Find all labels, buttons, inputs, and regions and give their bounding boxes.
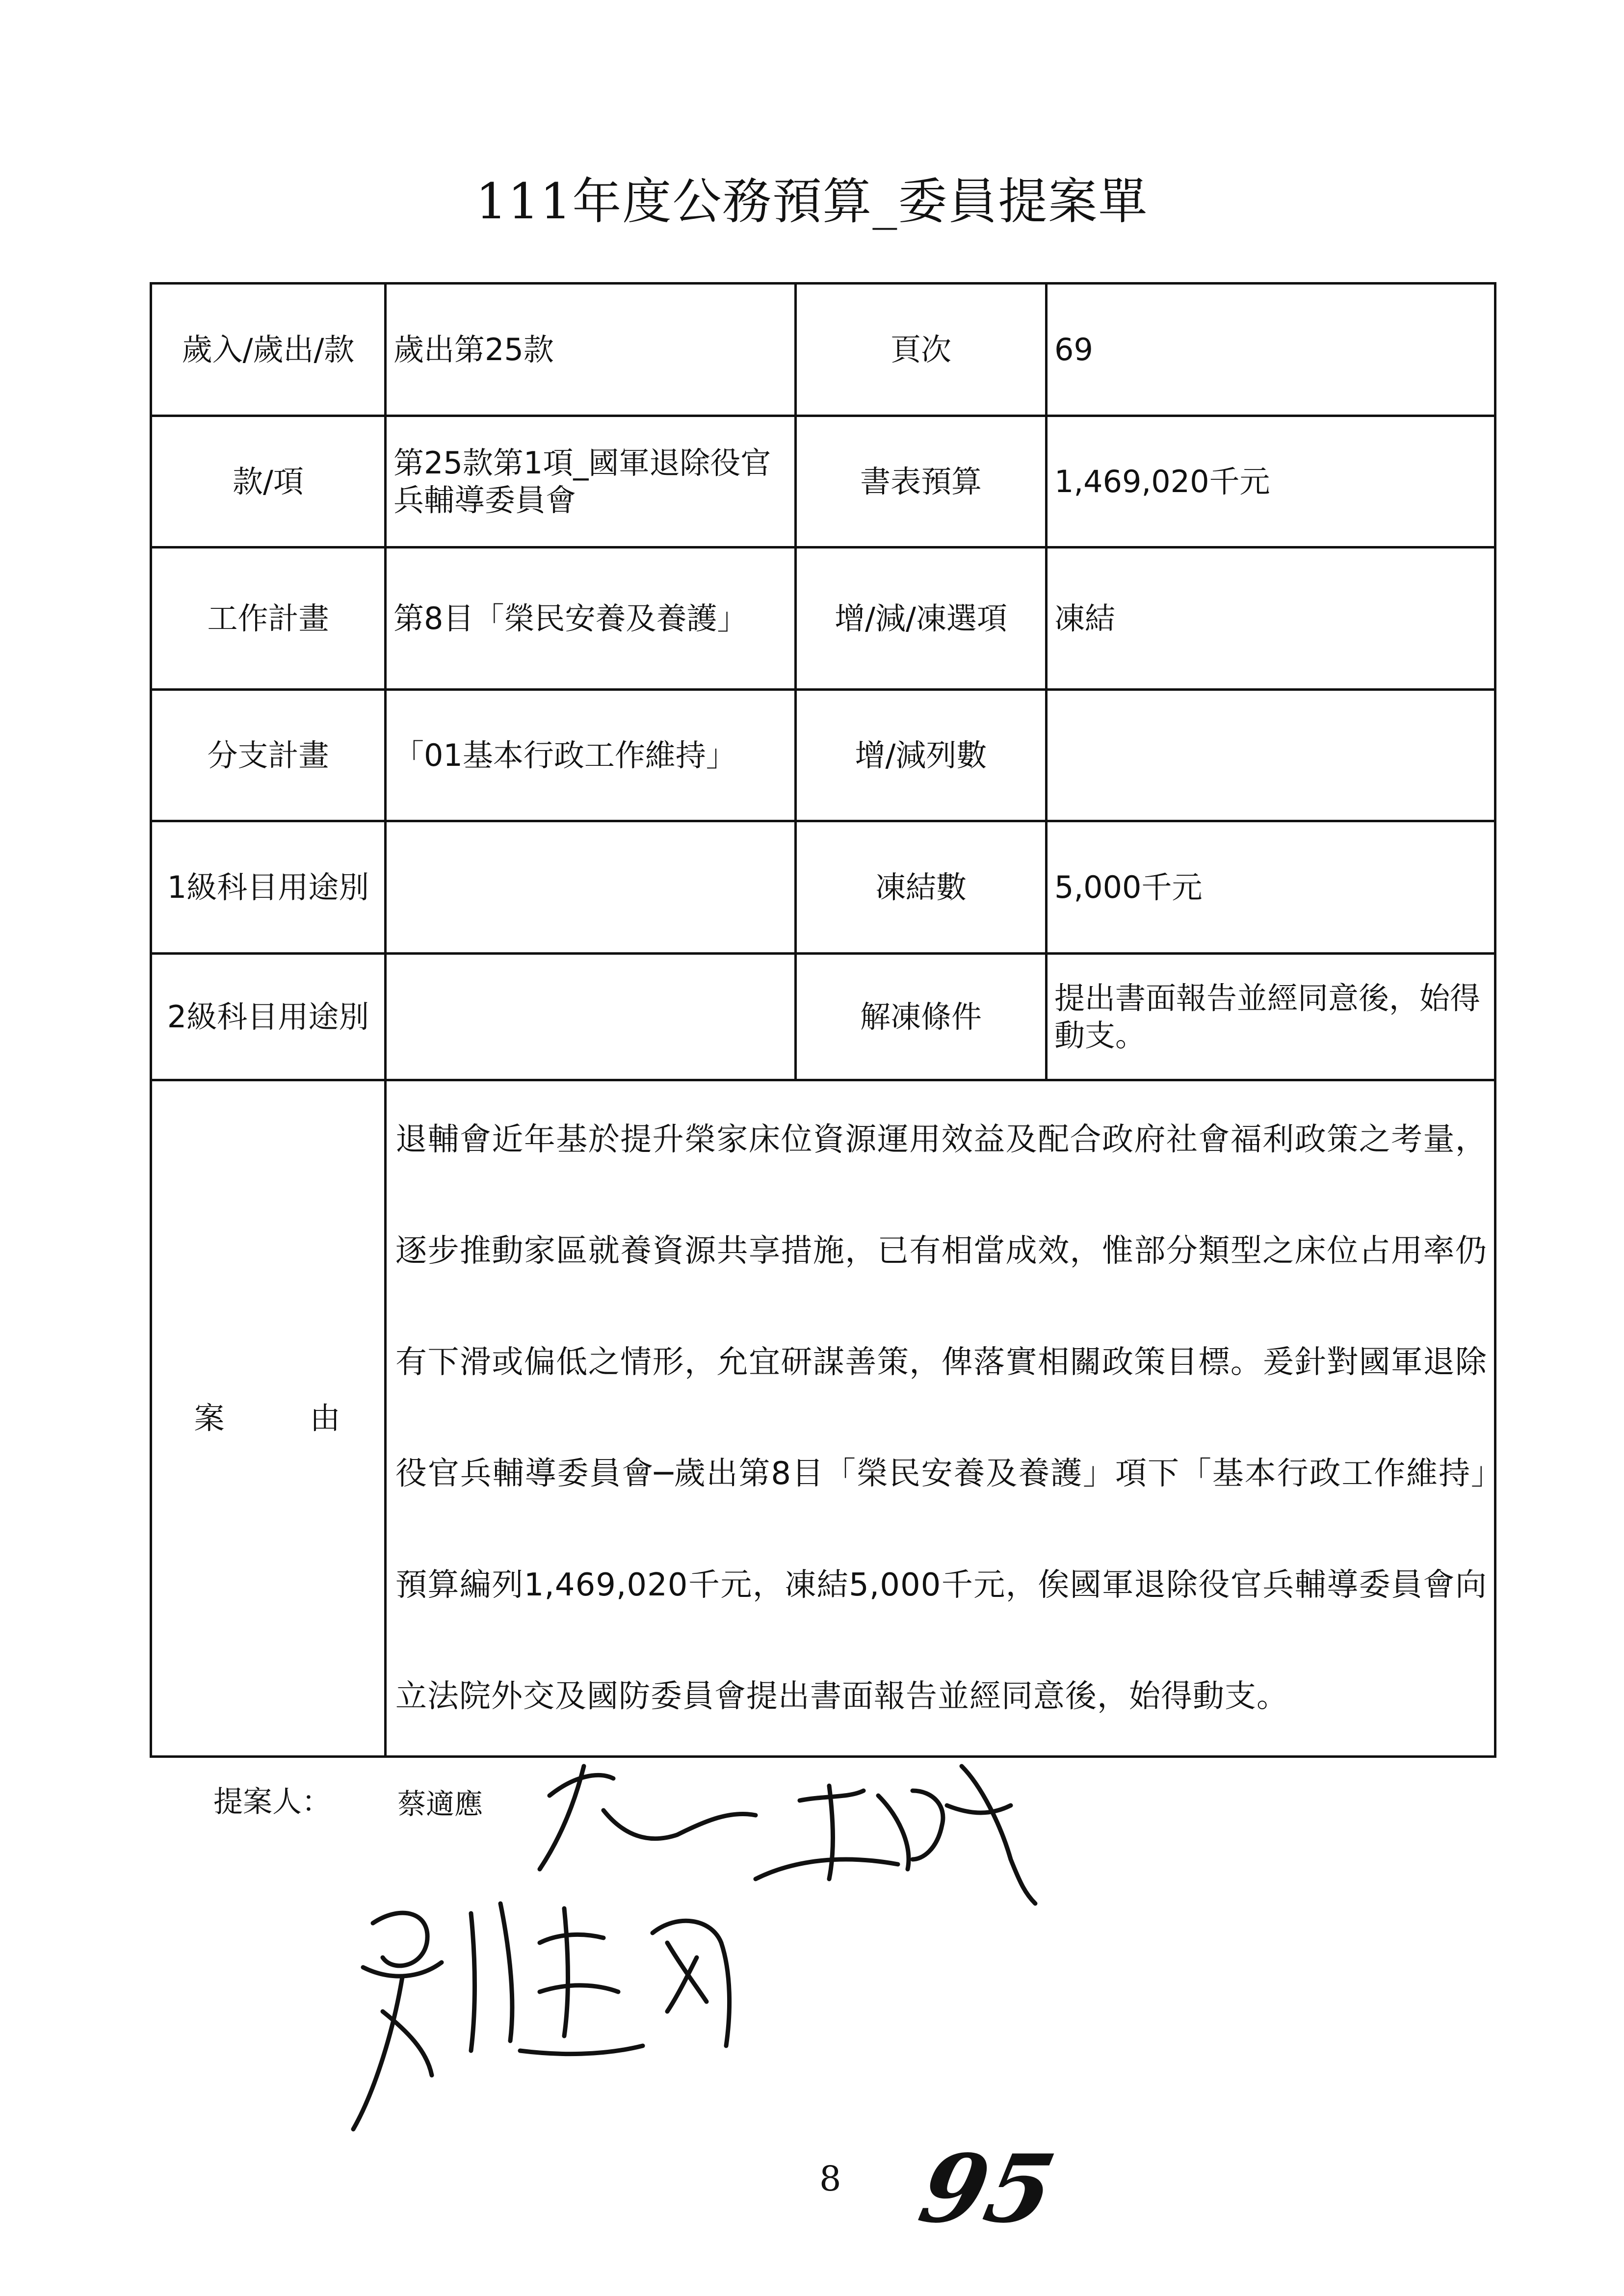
signature-stroke (756, 1859, 898, 1879)
reason-text: 退輔會近年基於提升榮家床位資源運用效益及配合政府社會福利政策之考量，逐步推動家區就養資源共享措施，已有相當成效，惟部分類型之床位占用率仍有下滑或偏低之情形，允宜研謀善策，俾落實相關政策目標。爰針對國軍退除役官兵輔導委員會─歲出第8目「榮民安養及養護」項下「基本行政工作維持」預算編列1,469,020千元，凍結5,000千元，俟國軍退除役官兵輔導委員會向立法院外交及國防委員會提出書面報告並經同意後，始得動支。 (395, 1122, 1487, 1715)
signature-stroke (564, 1908, 568, 2036)
signature-stroke (540, 1934, 603, 1943)
label-work-plan: 工作計畫 (151, 548, 386, 690)
value-adjust-option: 凍結 (1047, 548, 1495, 690)
signature-stroke (653, 1921, 730, 2046)
label-unfreeze-condition: 解凍條件 (796, 954, 1047, 1080)
value-statement-budget: 1,469,020千元 (1047, 416, 1495, 548)
label-reason-right: 由 (310, 1400, 342, 1436)
proposer-label: 提案人： (213, 1785, 331, 1819)
label-branch-plan: 分支計畫 (151, 690, 386, 821)
value-branch-plan: 「01基本行政工作維持」 (386, 690, 796, 821)
signature-stroke (540, 1985, 618, 1992)
signature-stroke (373, 1913, 427, 1966)
signature-stroke (471, 1913, 475, 2051)
value-page: 69 (1047, 284, 1495, 416)
label-frozen-amount: 凍結數 (796, 821, 1047, 954)
label-level2-subject: 2級科目用途別 (151, 954, 386, 1080)
signature-stroke (353, 1977, 402, 2129)
label-statement-budget: 書表預算 (796, 416, 1047, 548)
value-frozen-amount: 5,000千元 (1047, 821, 1495, 954)
signature-stroke (878, 1796, 909, 1869)
signature-stroke (913, 1791, 943, 1859)
signature-stroke (383, 2011, 432, 2075)
label-page: 頁次 (796, 284, 1047, 416)
signature-stroke (603, 1810, 756, 1839)
signature-stroke (520, 2046, 643, 2054)
document-title: 111年度公務預算_委員提案單 (475, 173, 1149, 230)
proposer-name: 蔡適應 (397, 1787, 483, 1821)
value-work-plan: 第8目「榮民安養及養護」 (386, 548, 796, 690)
value-unfreeze-condition: 提出書面報告並經同意後，始得動支。 (1047, 954, 1495, 1080)
handwritten-page-number: 95 (911, 2134, 1064, 2244)
label-revenue-expenditure-section: 歲入/歲出/款 (151, 284, 386, 416)
value-revenue-expenditure-section: 歲出第25款 (386, 284, 796, 416)
value-section-item: 第25款第1項_國軍退除役官兵輔導委員會 (386, 416, 796, 548)
label-section-item: 款/項 (151, 416, 386, 548)
signature-stroke (947, 1805, 1011, 1813)
signature-stroke (500, 1904, 512, 2041)
label-level1-subject: 1級科目用途別 (151, 821, 386, 954)
label-adjust-option: 增/減/凍選項 (796, 548, 1047, 690)
signature-stroke (962, 1766, 1035, 1904)
page-number: 8 (819, 2159, 841, 2199)
label-adjust-amount: 增/減列數 (796, 690, 1047, 821)
signature-stroke (829, 1786, 833, 1879)
label-reason-left: 案 (194, 1400, 227, 1436)
